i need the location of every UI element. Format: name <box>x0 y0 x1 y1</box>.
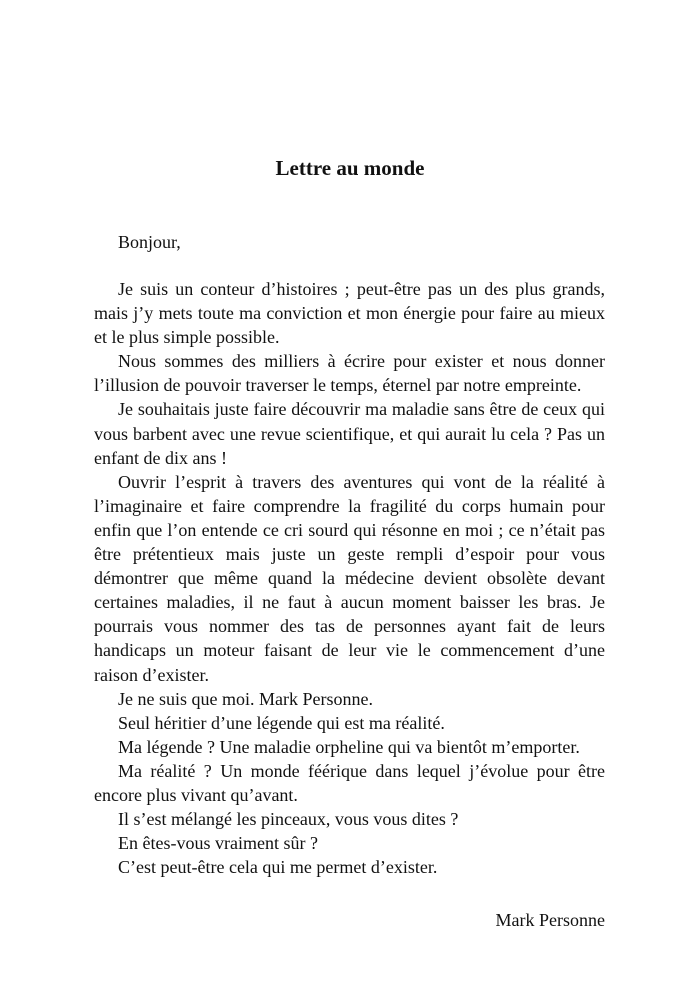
paragraph: C’est peut-être cela qui me permet d’exister. <box>118 857 438 878</box>
page-title: Lettre au monde <box>275 156 425 180</box>
letter-body <box>94 277 605 879</box>
greeting: Bonjour, <box>118 232 181 252</box>
paragraph: Je souhaitais juste faire découvrir ma maladie sans être de ceux qui vous barbent avec une revue scientifique, et qui aurait lu cela ? Pas un enfant de dix ans ! <box>94 399 605 468</box>
paragraph: Ma réalité ? Un monde féérique dans lequel j’évolue pour être encore plus vivant qu’avant. <box>94 760 605 805</box>
paragraph: Nous sommes des milliers à écrire pour exister et nous donner l’illusion de pouvoir traverser le temps, éternel par notre empreinte. <box>94 351 605 396</box>
paragraph: Ouvrir l’esprit à travers des aventures qui vont de la réalité à l’imaginaire et faire comprendre la fragilité du corps humain pour enfin que l’on entende ce cri sourd qui résonne en moi ; ce n’était pas être prétentieux mais juste un geste rempli d’espoir pour vous démontrer que même quand la médecine devient obsolète devant certaines maladies, il ne faut à aucun moment baisser les bras. Je pourrais vous nommer des tas de personnes ayant fait de leurs handicaps un moteur faisant de leur vie le commencement d’une raison d’exister. <box>94 471 605 685</box>
paragraph: En êtes-vous vraiment sûr ? <box>118 833 318 854</box>
paragraph: Il s’est mélangé les pinceaux, vous vous dites ? <box>118 809 459 830</box>
paragraph: Je suis un conteur d’histoires ; peut-être pas un des plus grands, mais j’y mets toute ma conviction et mon énergie pour faire au mieux et le plus simple possible. <box>94 279 605 348</box>
paragraph: Ma légende ? Une maladie orpheline qui va bientôt m’emporter. <box>118 736 580 757</box>
paragraph: Je ne suis que moi. Mark Personne. <box>118 688 373 709</box>
paragraph: Seul héritier d’une légende qui est ma réalité. <box>118 712 445 733</box>
signature: Mark Personne <box>495 910 605 930</box>
